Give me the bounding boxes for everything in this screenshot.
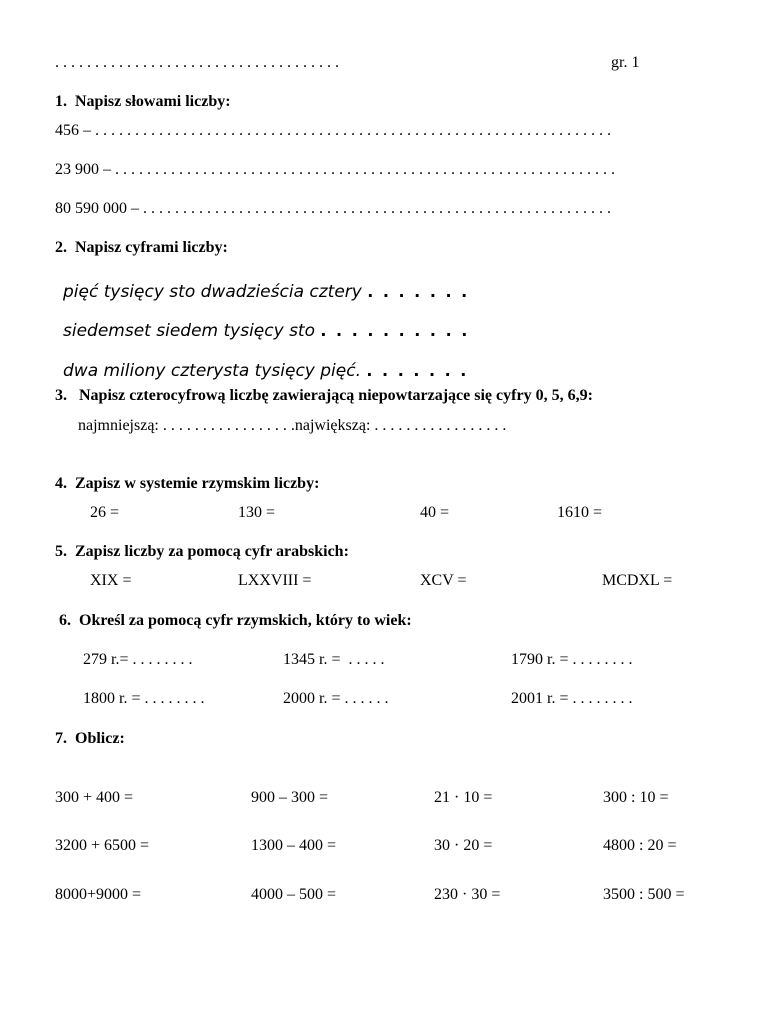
answer-dots: . . . . . . . . . .	[320, 321, 470, 340]
task5-item: XIX =	[90, 572, 132, 589]
task2-words: pięć tysięcy sto dwadzieścia cztery	[63, 282, 368, 302]
task7-item: 21 · 10 =	[434, 789, 493, 806]
task5-item: LXXVIII =	[238, 572, 312, 589]
task6-item: 2001 r. = . . . . . . . .	[511, 690, 633, 707]
task7-title: 7. Oblicz:	[55, 730, 125, 747]
task7-item: 1300 – 400 =	[251, 837, 337, 854]
task2-row	[55, 307, 469, 340]
task2-words: siedemset siedem tysięcy sto	[63, 321, 321, 341]
task7-item: 300 : 10 =	[603, 789, 669, 806]
task2-title: 2. Napisz cyframi liczby:	[55, 239, 228, 256]
task4-item: 130 =	[238, 504, 276, 521]
task1-row: 23 900 – . . . . . . . . . . . . . . . . . . . . . . . . . . . . . . . . . . . . . . . . . . . . . . . . . . . . . . . . . . . . . . .	[55, 161, 615, 178]
name-line: . . . . . . . . . . . . . . . . . . . . . . . . . . . . . . . . . . . .	[55, 54, 339, 71]
task6-title: 6. Określ za pomocą cyfr rzymskich, który to wiek:	[59, 612, 412, 629]
task7-item: 230 · 30 =	[434, 886, 501, 903]
task6-item: 1800 r. = . . . . . . . .	[83, 690, 205, 707]
task7-item: 3200 + 6500 =	[55, 837, 150, 854]
answer-dots: . . . . . . .	[366, 361, 469, 380]
task5-item: MCDXL =	[602, 572, 673, 589]
task7-item: 900 – 300 =	[251, 789, 329, 806]
answer-dots: . . . . . . .	[367, 282, 470, 301]
task2-row	[55, 347, 468, 380]
task6-item: 2000 r. = . . . . . .	[283, 690, 389, 707]
task3-answer: najmniejszą: . . . . . . . . . . . . . . . . .największą: . . . . . . . . . . . . . . . . .	[78, 417, 507, 434]
task2-words: dwa miliony czterysta tysięcy pięć.	[63, 361, 367, 381]
task5-title: 5. Zapisz liczby za pomocą cyfr arabskich:	[55, 543, 349, 560]
task1-title: 1. Napisz słowami liczby:	[55, 93, 231, 110]
task7-item: 300 + 400 =	[55, 789, 134, 806]
task7-item: 8000+9000 =	[55, 886, 142, 903]
task2-row	[55, 268, 469, 301]
task7-item: 4800 : 20 =	[603, 837, 677, 854]
task6-item: 1790 r. = . . . . . . . .	[511, 651, 633, 668]
task4-item: 40 =	[420, 504, 450, 521]
task4-title: 4. Zapisz w systemie rzymskim liczby:	[55, 475, 320, 492]
task1-row: 456 – . . . . . . . . . . . . . . . . . . . . . . . . . . . . . . . . . . . . . . . . . . . . . . . . . . . . . . . . . . . . . . . . .	[55, 122, 611, 139]
task4-item: 26 =	[90, 504, 120, 521]
group-label: gr. 1	[611, 54, 640, 71]
task4-item: 1610 =	[557, 504, 603, 521]
task6-item: 1345 r. = . . . . .	[283, 651, 385, 668]
task7-item: 30 · 20 =	[434, 837, 493, 854]
task3-title: 3. Napisz czterocyfrową liczbę zawierającą niepowtarzające się cyfry 0, 5, 6,9:	[55, 387, 593, 404]
task7-item: 4000 – 500 =	[251, 886, 337, 903]
task6-item: 279 r.= . . . . . . . .	[83, 651, 193, 668]
task1-row: 80 590 000 – . . . . . . . . . . . . . . . . . . . . . . . . . . . . . . . . . . . . . . . . . . . . . . . . . . . . . . . . . . .	[55, 200, 611, 217]
task5-item: XCV =	[420, 572, 467, 589]
task7-item: 3500 : 500 =	[603, 886, 685, 903]
